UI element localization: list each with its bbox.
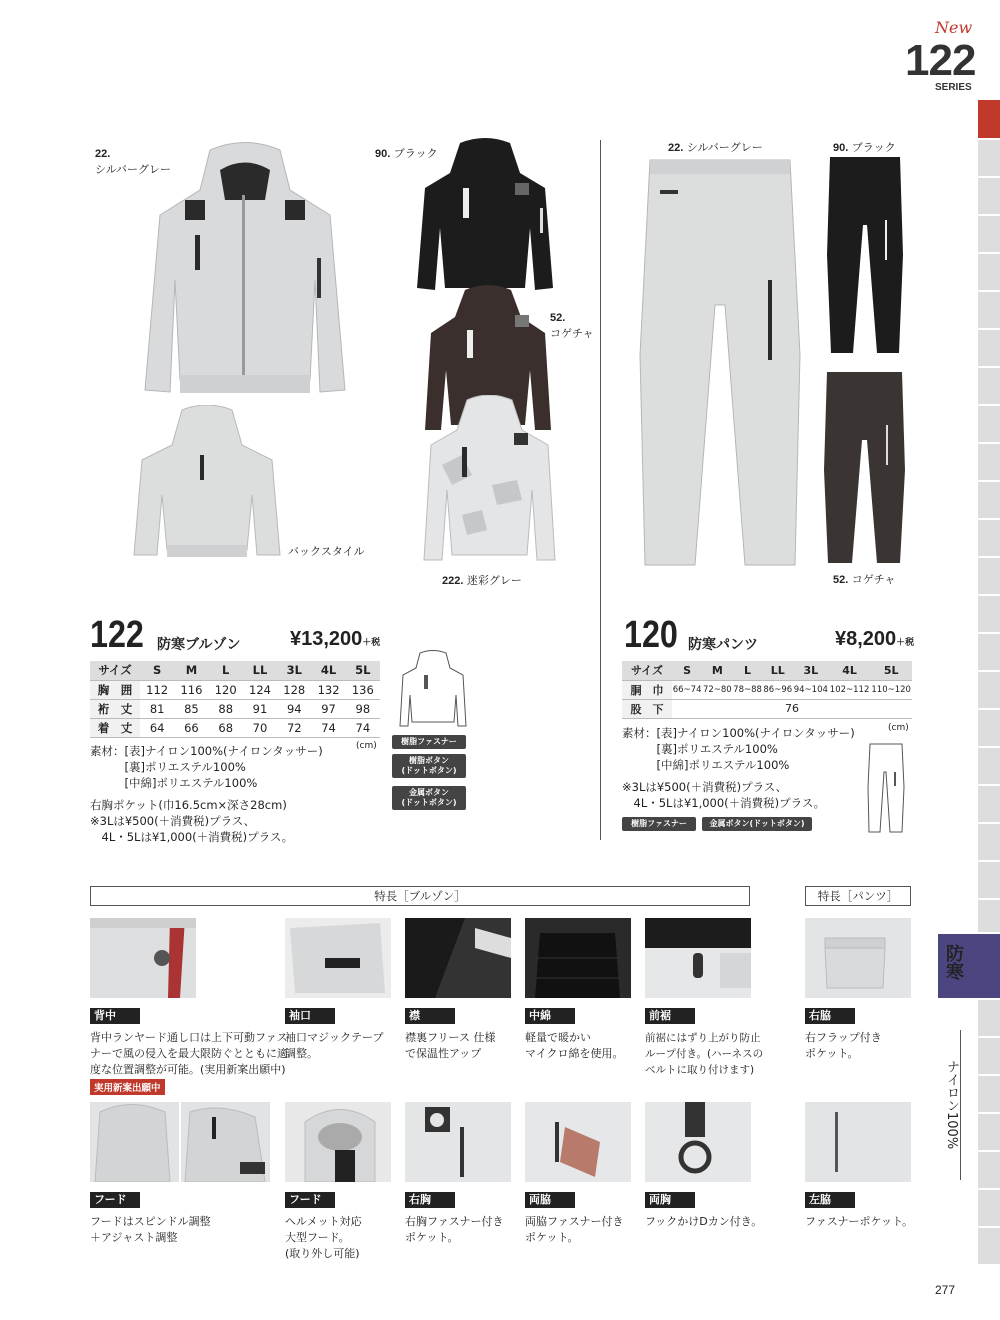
pants-black-photo [825, 155, 905, 355]
edge-tab-gray-10 [978, 482, 1000, 518]
jacket-camo-photo [422, 395, 557, 565]
size-header-cell: 4L [311, 661, 345, 680]
edge-tab-gray-23 [978, 1038, 1000, 1074]
size-row-header: 裄 丈 [90, 699, 140, 718]
size-cell: 97 [311, 699, 345, 718]
feature-label-collar: 襟 [405, 1008, 455, 1024]
edge-tab-gray-20 [978, 862, 1000, 898]
pants-unit: (cm) [888, 723, 909, 733]
jacket-tag-resin-zipper: 樹脂ファスナー [392, 735, 466, 749]
pants-notes: ※3Lは¥500(＋消費税)プラス、 4L・5Lは¥1,000(＋消費税)プラス。 [622, 780, 826, 810]
feature-label-hood-1: フード [90, 1192, 140, 1208]
size-cell: 112 [140, 680, 174, 699]
size-header-cell: 5L [870, 661, 912, 680]
pants-brown-photo [822, 370, 907, 565]
edge-tab-gray-6 [978, 330, 1000, 366]
edge-tab-gray-17 [978, 748, 1000, 784]
jacket-tag-resin-button: 樹脂ボタン (ドットボタン) [392, 754, 466, 778]
jacket-notes: 右胸ポケット(巾16.5cm×深さ28cm) ※3Lは¥500(＋消費税)プラス、 4L・5Lは¥1,000(＋消費税)プラス。 [90, 798, 294, 844]
feature-image-collar [405, 918, 511, 998]
size-row-header: 股 下 [622, 699, 672, 718]
feature-label-both-sides: 両脇 [525, 1192, 575, 1208]
size-row-header: 着 丈 [90, 718, 140, 737]
jacket-line-drawing [398, 650, 468, 730]
edge-tab-gray-25 [978, 1114, 1000, 1150]
edge-tab-gray-21 [978, 900, 1000, 932]
jacket-black-photo [415, 138, 555, 296]
feature-image-hood-2 [285, 1102, 391, 1182]
feature-label-front-hem: 前裾 [645, 1008, 695, 1024]
pants-price: ¥8,200＋税 [835, 628, 915, 650]
size-header-cell: サイズ [90, 661, 140, 680]
size-header-cell: 4L [829, 661, 871, 680]
size-cell: 94~104 [793, 680, 829, 699]
size-cell: 128 [277, 680, 311, 699]
section-divider [600, 140, 601, 840]
page-number: 277 [935, 1283, 956, 1297]
side-material-text: ナイロン100% [944, 1060, 959, 1150]
feature-desc-hood-2: ヘルメット対応 大型フード。 (取り外し可能) [285, 1215, 362, 1260]
series-number: 122 [905, 36, 976, 85]
jacket-name: 防寒ブルゾン [157, 637, 241, 653]
feature-desc-both-sides: 両脇ファスナー付き ポケット。 [525, 1215, 624, 1244]
jacket-back-style-label: バックスタイル [288, 545, 365, 558]
feature-desc-collar: 襟裏フリース 仕様 で保温性アップ [405, 1031, 496, 1060]
feature-label-both-chest: 両胸 [645, 1192, 695, 1208]
features-pants-heading: 特長［パンツ］ [805, 886, 911, 906]
size-header-cell: サイズ [622, 661, 672, 680]
jacket-color-22: 22. シルバーグレー [95, 148, 171, 176]
jacket-tag-metal-button: 金属ボタン (ドットボタン) [392, 786, 466, 810]
size-header-cell: M [702, 661, 732, 680]
feature-image-right-chest [405, 1102, 511, 1182]
edge-tab-gray-5 [978, 292, 1000, 328]
feature-desc-front-hem: 前裾にはずり上がり防止 ループ付き。(ハーネスの ベルトに取り付けます) [645, 1032, 764, 1076]
edge-tab-gray-3 [978, 216, 1000, 252]
size-header-cell: S [140, 661, 174, 680]
size-row-header: 胴 巾 [622, 680, 672, 699]
edge-tab-gray-4 [978, 254, 1000, 290]
size-row-header: 胸 囲 [90, 680, 140, 699]
side-category-text: 防寒 [943, 944, 964, 980]
edge-tab-gray-11 [978, 520, 1000, 556]
size-header-cell: L [732, 661, 762, 680]
feature-image-left-side [805, 1102, 911, 1182]
edge-tab-gray-9 [978, 444, 1000, 480]
edge-tab-red [978, 100, 1000, 138]
edge-tab-gray-12 [978, 558, 1000, 594]
feature-image-back [90, 918, 196, 998]
feature-label-padding: 中綿 [525, 1008, 575, 1024]
size-cell: 110~120 [870, 680, 912, 699]
jacket-color-222: 222. 迷彩グレー [442, 574, 522, 587]
size-cell: 116 [174, 680, 208, 699]
size-cell: 68 [209, 718, 243, 737]
size-cell: 76 [672, 699, 912, 718]
jacket-size-table [90, 661, 380, 738]
edge-tab-gray-7 [978, 368, 1000, 404]
size-header-cell: L [209, 661, 243, 680]
size-cell: 94 [277, 699, 311, 718]
size-cell: 132 [311, 680, 345, 699]
jacket-unit: (cm) [356, 741, 377, 751]
size-cell: 81 [140, 699, 174, 718]
series-label: SERIES [935, 82, 972, 93]
size-cell: 72 [277, 718, 311, 737]
jacket-size-row [90, 718, 380, 737]
pants-material: 素材：[表]ナイロン100%(ナイロンタッサー) [裏]ポリエステル100% [中綿]ポリエステル100% [622, 726, 855, 772]
jacket-price: ¥13,200＋税 [290, 628, 381, 650]
size-cell: 85 [174, 699, 208, 718]
jacket-back-photo [132, 405, 282, 565]
size-header-cell: LL [763, 661, 793, 680]
pants-tag-metal-button: 金属ボタン(ドットボタン) [702, 817, 812, 831]
pants-color-22: 22. シルバーグレー [668, 141, 763, 154]
jacket-silver-photo [140, 140, 350, 400]
pants-color-52: 52. コゲチャ [833, 573, 896, 586]
edge-tab-gray-2 [978, 178, 1000, 214]
size-cell: 72~80 [702, 680, 732, 699]
pants-line-drawing [866, 742, 906, 834]
size-cell: 102~112 [829, 680, 871, 699]
pants-silver-photo [630, 155, 810, 570]
features-jacket-heading: 特長［ブルゾン］ [90, 886, 750, 906]
edge-tab-gray-26 [978, 1152, 1000, 1188]
size-header-cell: 3L [277, 661, 311, 680]
feature-desc-back: 背中ランヤード通し口は上下可動ファス ナーで風の侵入を最大限防ぐとともに適 度な位置調整が可能。(実用新案出願中) [90, 1031, 288, 1076]
edge-tab-gray-15 [978, 672, 1000, 708]
feature-image-padding [525, 918, 631, 998]
edge-tab-gray-14 [978, 634, 1000, 670]
size-cell: 74 [346, 718, 380, 737]
size-cell: 124 [243, 680, 277, 699]
feature-image-right-side [805, 918, 911, 998]
pants-size-header-row [622, 661, 912, 680]
feature-desc-hood-1: フードはスピンドル調整 ＋アジャスト調整 [90, 1215, 211, 1244]
pants-color-90: 90. ブラック [833, 141, 896, 154]
edge-tab-gray-8 [978, 406, 1000, 442]
feature-desc-left-side: ファスナーポケット。 [805, 1215, 914, 1228]
edge-tab-gray-24 [978, 1076, 1000, 1112]
feature-label-right-side: 右脇 [805, 1008, 855, 1024]
size-header-cell: 5L [346, 661, 380, 680]
size-header-cell: 3L [793, 661, 829, 680]
feature-image-both-sides [525, 1102, 631, 1182]
pants-size-row [622, 680, 912, 699]
edge-tab-gray-27 [978, 1190, 1000, 1226]
size-cell: 66~74 [672, 680, 702, 699]
feature-desc-cuff: 袖口マジックテープ 調整。 [285, 1031, 384, 1060]
edge-tab-gray-19 [978, 824, 1000, 860]
jacket-color-52: 52. コゲチャ [550, 312, 594, 340]
feature-desc-right-side: 右フラップ付き ポケット。 [805, 1031, 882, 1060]
size-cell: 78~88 [732, 680, 762, 699]
new-label: New [935, 18, 973, 37]
feature-label-left-side: 左脇 [805, 1192, 855, 1208]
size-cell: 98 [346, 699, 380, 718]
pants-size-row [622, 699, 912, 718]
feature-label-back: 背中 [90, 1008, 140, 1024]
size-header-cell: M [174, 661, 208, 680]
size-cell: 66 [174, 718, 208, 737]
jacket-material: 素材：[表]ナイロン100%(ナイロンタッサー) [裏]ポリエステル100% [中綿]ポリエステル100% [90, 744, 323, 790]
pants-number: 120 [624, 614, 678, 656]
size-cell: 70 [243, 718, 277, 737]
jacket-color-90: 90. ブラック [375, 147, 438, 160]
edge-tab-gray-13 [978, 596, 1000, 632]
edge-tab-gray-1 [978, 140, 1000, 176]
size-header-cell: LL [243, 661, 277, 680]
feature-image-front-hem [645, 918, 751, 998]
pants-size-table [622, 661, 912, 719]
size-cell: 64 [140, 718, 174, 737]
jacket-number: 122 [90, 614, 144, 656]
patent-pending-tag: 実用新案出願中 [90, 1079, 165, 1095]
feature-image-both-chest [645, 1102, 751, 1182]
pants-name: 防寒パンツ [688, 637, 758, 653]
size-cell: 120 [209, 680, 243, 699]
size-cell: 86~96 [763, 680, 793, 699]
feature-label-hood-2: フード [285, 1192, 335, 1208]
pants-tag-resin-zipper: 樹脂ファスナー [622, 817, 696, 831]
size-cell: 91 [243, 699, 277, 718]
jacket-size-header-row [90, 661, 380, 680]
jacket-size-row [90, 699, 380, 718]
feature-label-right-chest: 右胸 [405, 1192, 455, 1208]
edge-tab-gray-16 [978, 710, 1000, 746]
feature-image-hood-1 [90, 1102, 270, 1182]
feature-label-cuff: 袖口 [285, 1008, 335, 1024]
feature-desc-both-chest: フックかけDカン付き。 [645, 1215, 763, 1228]
jacket-size-row [90, 680, 380, 699]
feature-desc-right-chest: 右胸ファスナー付き ポケット。 [405, 1215, 504, 1244]
size-cell: 74 [311, 718, 345, 737]
size-header-cell: S [672, 661, 702, 680]
edge-tab-gray-18 [978, 786, 1000, 822]
size-cell: 88 [209, 699, 243, 718]
size-cell: 136 [346, 680, 380, 699]
edge-tab-gray-28 [978, 1228, 1000, 1264]
feature-image-cuff [285, 918, 391, 998]
edge-tab-gray-22 [978, 1000, 1000, 1036]
feature-desc-padding: 軽量で暖かい マイクロ綿を使用。 [525, 1031, 624, 1060]
